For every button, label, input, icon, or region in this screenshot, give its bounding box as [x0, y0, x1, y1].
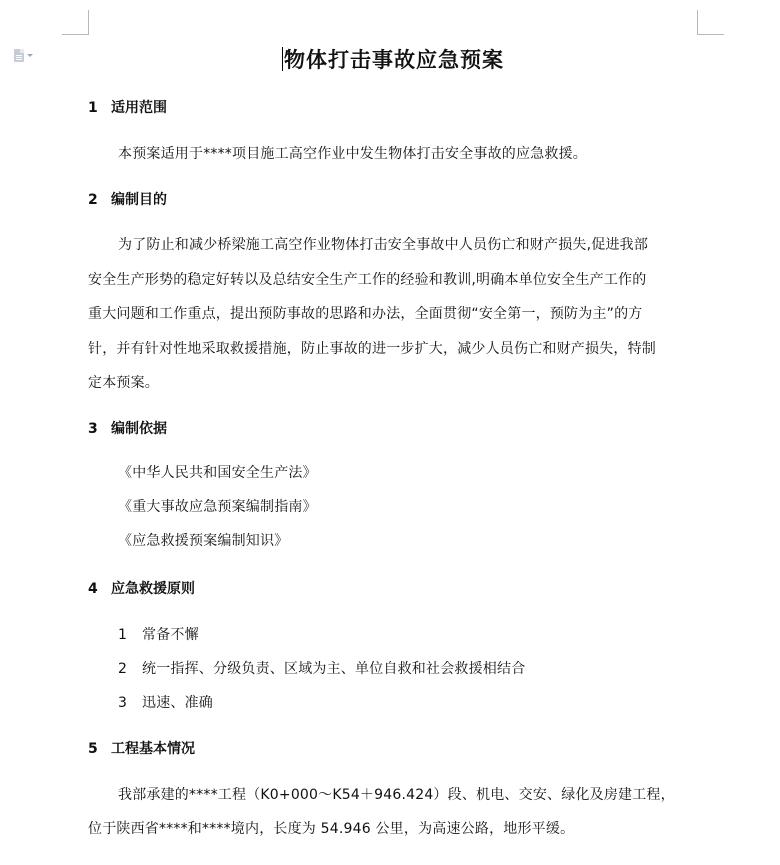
page-corner-mark-top-right: [697, 10, 724, 35]
section-heading-text: 适用范围: [111, 100, 167, 116]
list-item: [118, 693, 213, 713]
section-heading-text: 编制目的: [111, 192, 167, 208]
section-heading: [88, 579, 195, 599]
list-item-number: 3: [118, 695, 128, 711]
paragraph-line: 为了防止和减少桥梁施工高空作业物体打击安全事故中人员伤亡和财产损失,促进我部: [118, 237, 649, 253]
list-item-text: 迅速、准确: [142, 695, 213, 711]
section-heading-text: 工程基本情况: [111, 741, 195, 757]
reference-item: 《应急救援预案编制知识》: [118, 533, 289, 549]
section-heading: [88, 419, 167, 439]
paragraph-line: 定本预案。: [88, 375, 159, 391]
paragraph-line: 位于陕西省****和****境内，长度为 54.946 公里，为高速公路，地形平缓。: [88, 821, 575, 837]
section-heading-text: 应急救援原则: [111, 581, 195, 597]
section-heading: [88, 190, 167, 210]
paragraph-line: 针，并有针对性地采取救援措施，防止事故的进一步扩大，减少人员伤亡和财产损失，特制: [88, 341, 656, 357]
paragraph-line: 安全生产形势的稳定好转以及总结安全生产工作的经验和教训,明确本单位安全生产工作的: [88, 272, 647, 288]
list-item-number: 2: [118, 661, 128, 677]
list-item: [118, 659, 525, 679]
paragraph-line: 本预案适用于****项目施工高空作业中发生物体打击安全事故的应急救援。: [118, 146, 587, 162]
document-title: 物体打击事故应急预案: [284, 48, 504, 72]
section-number: 5: [88, 741, 98, 757]
section-heading-text: 编制依据: [111, 421, 167, 437]
reference-item: 《重大事故应急预案编制指南》: [118, 499, 317, 515]
section-number: 3: [88, 421, 98, 437]
section-heading: [88, 98, 167, 118]
paragraph-line: 重大问题和工作重点，提出预防事故的思路和办法，全面贯彻“安全第一，预防为主”的方: [88, 306, 643, 322]
paragraph-line: 我部承建的****工程（K0+000～K54＋946.424）段、机电、交安、绿化及房建工程，: [118, 787, 675, 803]
text-cursor: [282, 47, 283, 71]
document-icon: [14, 49, 24, 62]
caret-down-icon: [27, 54, 33, 57]
reference-item: 《中华人民共和国安全生产法》: [118, 465, 317, 481]
document-options-button[interactable]: [14, 49, 33, 62]
list-item-text: 常备不懈: [142, 627, 199, 643]
page-corner-mark-top-left: [62, 10, 89, 35]
section-number: 4: [88, 581, 98, 597]
section-heading: [88, 739, 195, 759]
list-item-number: 1: [118, 627, 128, 643]
list-item: [118, 625, 199, 645]
list-item-text: 统一指挥、分级负责、区域为主、单位自救和社会救援相结合: [142, 661, 526, 677]
section-number: 1: [88, 100, 98, 116]
section-number: 2: [88, 192, 98, 208]
